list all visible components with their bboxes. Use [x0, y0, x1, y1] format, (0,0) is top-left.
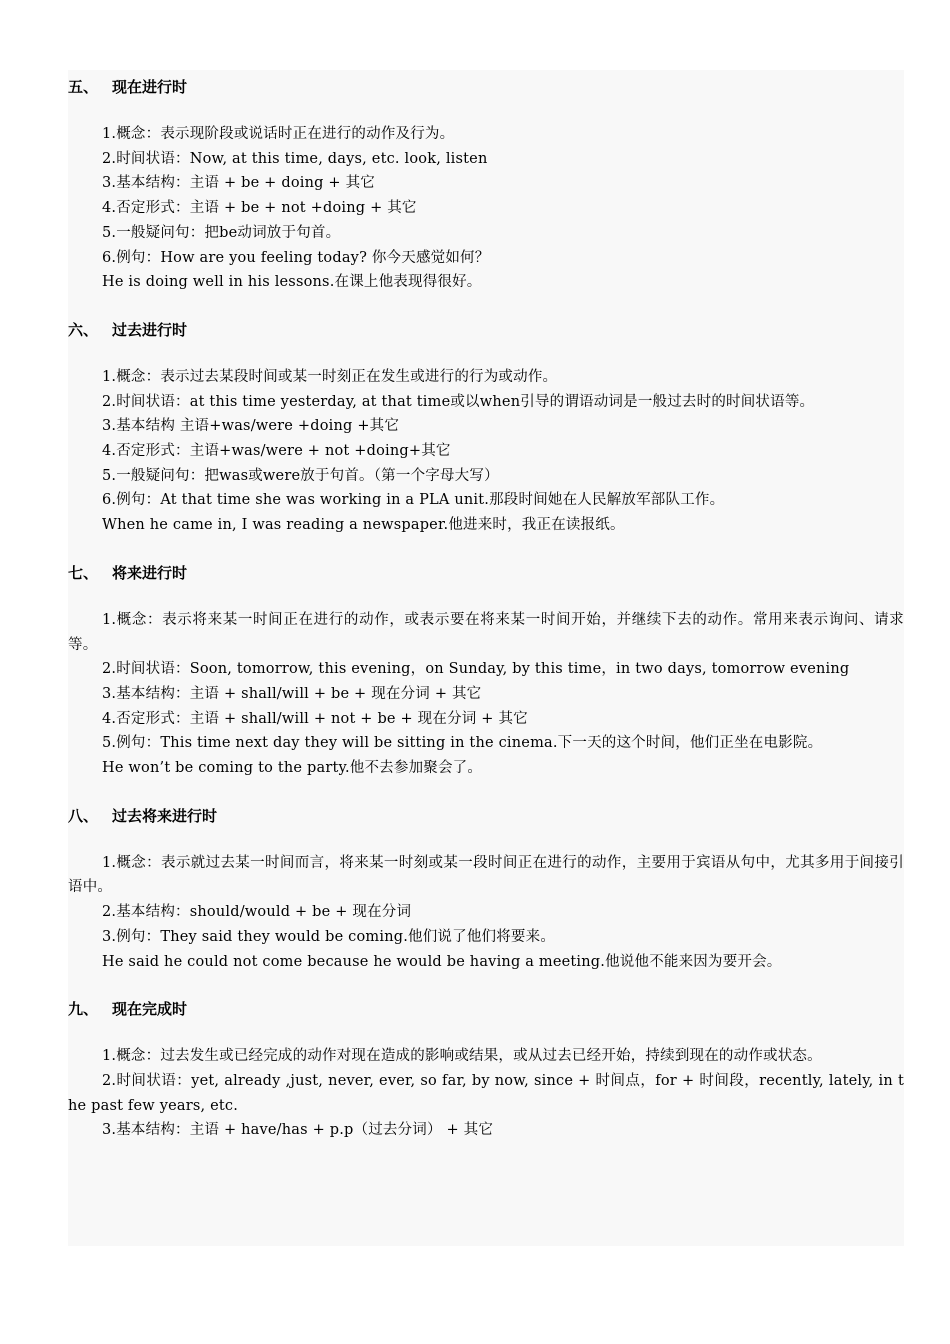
- paragraph-line: 3.基本结构：主语 + be + doing + 其它: [102, 175, 375, 192]
- section-title-text: 过去进行时: [112, 320, 188, 339]
- paragraph-line: 6.例句：At that time she was working in a PLA unit.那段时间她在人民解放军部队工作。: [102, 492, 725, 509]
- section-heading: [68, 76, 904, 98]
- section-heading: [68, 805, 904, 827]
- section-title-text: 现在完成时: [112, 1000, 188, 1019]
- section-number: 六、: [68, 320, 99, 339]
- section: [68, 805, 904, 975]
- section-heading: [68, 319, 904, 341]
- section-number: 八、: [68, 806, 99, 825]
- paragraph-line: 4.否定形式：主语+was/were + not +doing+其它: [102, 443, 451, 460]
- paragraph-line: 3.基本结构：主语 + have/has + p.p（过去分词） + 其它: [102, 1122, 494, 1139]
- section-number: 五、: [68, 78, 99, 96]
- paragraph-line: 1.概念：表示过去某段时间或某一时刻正在发生或进行的行为或动作。: [102, 368, 558, 385]
- paragraph-line: 2.时间状语：Soon, tomorrow, this evening，on Sunday, by this time，in two days, tomorrow evening: [102, 661, 850, 678]
- paragraph-line: He is doing well in his lessons.在课上他表现得很好。: [102, 274, 482, 291]
- paragraph-line: 5.一般疑问句：把was或were放于句首。（第一个字母大写）: [102, 467, 499, 484]
- document-body: [68, 76, 904, 1167]
- paragraph-line: 1.概念：表示现阶段或说话时正在进行的动作及行为。: [102, 126, 455, 142]
- paragraph-line: When he came in, I was reading a newspaper.他进来时，我正在读报纸。: [102, 517, 625, 534]
- paragraph-line: 1.概念：过去发生或已经完成的动作对现在造成的影响或结果，或从过去已经开始，持续到现在的动作或状态。: [102, 1048, 822, 1065]
- paragraph-line: 1.概念：表示将来某一时间正在进行的动作，或表示要在将来某一时间开始，并继续下去的动作。常用来表示询问、请求等。: [68, 611, 904, 653]
- paragraph-line: 3.例句：They said they would be coming.他们说了他们将要来。: [102, 928, 556, 945]
- paragraph-line: 3.基本结构 主语+was/were +doing +其它: [102, 418, 400, 435]
- paragraph-line: 2.时间状语：at this time yesterday, at that time或以when引导的谓语动词是一般过去时的时间状语等。: [102, 393, 815, 410]
- section: [68, 76, 904, 295]
- section: [68, 319, 904, 538]
- paragraph-line: 1.概念：表示就过去某一时间而言，将来某一时刻或某一段时间正在进行的动作，主要用于宾语从句中，尤其多用于间接引语中。: [68, 854, 904, 896]
- paragraph-line: 2.时间状语：Now, at this time, days, etc. look, listen: [102, 150, 488, 167]
- section-heading: [68, 998, 904, 1020]
- section-title-text: 现在进行时: [112, 78, 188, 96]
- paragraph-line: He won’t be coming to the party.他不去参加聚会了。: [102, 760, 483, 777]
- paragraph-line: 6.例句：How are you feeling today? 你今天感觉如何？: [102, 249, 490, 266]
- section-title-text: 将来进行时: [112, 563, 188, 582]
- section: [68, 998, 904, 1143]
- section: [68, 562, 904, 781]
- paragraph-line: 4.否定形式：主语 + shall/will + not + be + 现在分词 + 其它: [102, 710, 528, 727]
- paragraph-line: 5.例句：This time next day they will be sitting in the cinema.下一天的这个时间，他们正坐在电影院。: [102, 735, 823, 752]
- paragraph-line: 4.否定形式：主语 + be + not +doing + 其它: [102, 200, 417, 217]
- section-heading: [68, 562, 904, 584]
- paragraph-line: 2.时间状语：yet, already ,just, never, ever, so far, by now, since + 时间点，for + 时间段，recently, lately, in the past few years, etc.: [68, 1072, 904, 1114]
- paragraph-line: He said he could not come because he would be having a meeting.他说他不能来因为要开会。: [102, 953, 782, 970]
- section-number: 九、: [68, 1000, 99, 1019]
- paragraph-line: 3.基本结构：主语 + shall/will + be + 现在分词 + 其它: [102, 685, 482, 702]
- section-title-text: 过去将来进行时: [112, 806, 218, 825]
- paragraph-line: 2.基本结构：should/would + be + 现在分词: [102, 904, 412, 921]
- section-number: 七、: [68, 563, 99, 582]
- paragraph-line: 5.一般疑问句：把be动词放于句首。: [102, 224, 341, 241]
